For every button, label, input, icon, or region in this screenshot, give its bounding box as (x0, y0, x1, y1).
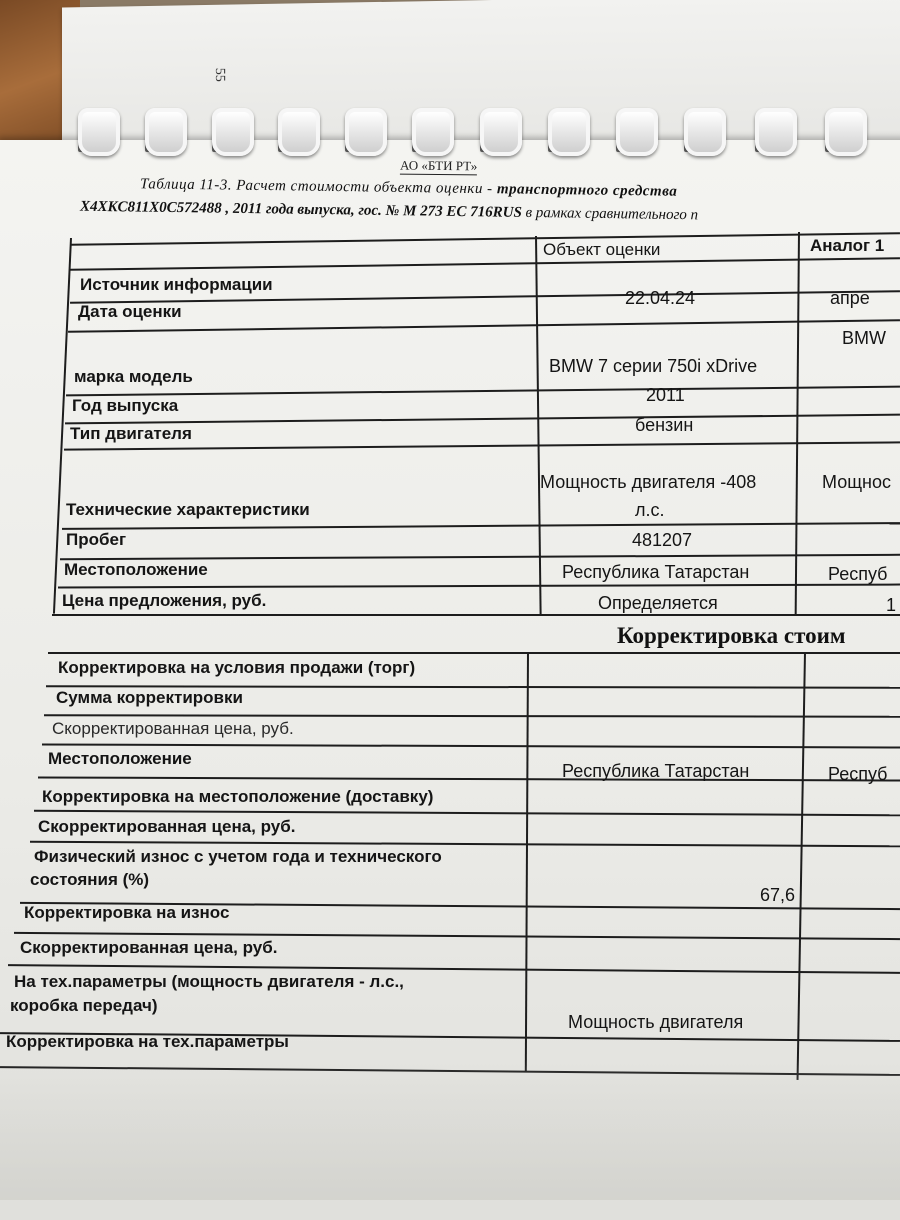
row-label-adj-price2: Скорректированная цена, руб. (38, 817, 296, 836)
mileage-object: 481207 (632, 530, 693, 550)
row-label-wear-adj: Корректировка на износ (24, 903, 230, 922)
row-label-location: Местоположение (64, 560, 208, 579)
wear-object: 67,6 (760, 885, 796, 905)
row-label-tech: Технические характеристики (66, 500, 310, 519)
row-label-wear-line2: состояния (%) (30, 870, 150, 889)
row-label-adj-sum: Сумма корректировки (56, 688, 243, 707)
page-bottom-shadow (0, 1060, 900, 1200)
location2-analog1: Респуб (828, 764, 888, 784)
table-caption-line2: X4XKC811X0C572488 , 2011 года выпуска, гос. № М 273 ЕС 716RUS в рамках сравнительного п (79, 198, 699, 224)
row-label-tech-params-line1: На тех.параметры (мощность двигателя - л.с., (14, 972, 404, 991)
tech-analog1: Мощнос (822, 472, 891, 492)
model-object: BMW 7 серии 750i xDrive (549, 356, 758, 376)
row-label-date: Дата оценки (78, 302, 182, 321)
row-label-source: Источник информации (80, 275, 273, 294)
row-label-location2: Местоположение (48, 749, 192, 768)
tech-params-object: Мощность двигателя (568, 1012, 744, 1032)
row-label-sale-terms: Корректировка на условия продажи (торг) (58, 658, 416, 677)
location2-object: Республика Татарстан (562, 761, 750, 781)
row-label-engine: Тип двигателя (70, 424, 192, 443)
year-object: 2011 (646, 385, 685, 405)
model-analog1: BMW (842, 328, 886, 348)
col-header-object: Объект оценки (543, 240, 661, 259)
row-label-price: Цена предложения, руб. (62, 591, 267, 610)
row-label-tech-params-line2: коробка передач) (10, 996, 158, 1015)
date-analog1: апре (830, 288, 870, 308)
engine-object: бензин (635, 415, 694, 435)
location-analog1: Респуб (828, 564, 888, 584)
row-label-wear-line1: Физический износ с учетом года и технического (34, 847, 442, 866)
col-header-analog1: Аналог 1 (810, 236, 885, 255)
row-label-adj-price1: Скорректированная цена, руб. (52, 719, 294, 738)
tech-object-line1: Мощность двигателя -408 (540, 472, 757, 492)
location-object: Республика Татарстан (562, 562, 750, 582)
row-label-year: Год выпуска (72, 396, 179, 415)
row-label-adj-price3: Скорректированная цена, руб. (20, 938, 278, 957)
row-label-tech-adj: Корректировка на тех.параметры (6, 1032, 289, 1051)
price-object: Определяется (598, 593, 718, 613)
tech-object-line2: л.с. (635, 500, 665, 520)
back-page-number: 55 (212, 67, 227, 82)
organization-header: АО «БТИ РТ» (399, 157, 478, 174)
table-caption-line1: Таблица 11-3. Расчет стоимости объекта оценки - транспортного средства (139, 176, 678, 200)
section-title: Корректировка стоим (617, 623, 846, 648)
price-analog1: 1 (886, 595, 897, 615)
date-object: 22.04.24 (625, 288, 696, 308)
row-label-loc-adj: Корректировка на местоположение (доставку) (42, 787, 434, 806)
row-label-model: марка модель (74, 367, 193, 386)
row-label-mileage: Пробег (66, 530, 127, 549)
